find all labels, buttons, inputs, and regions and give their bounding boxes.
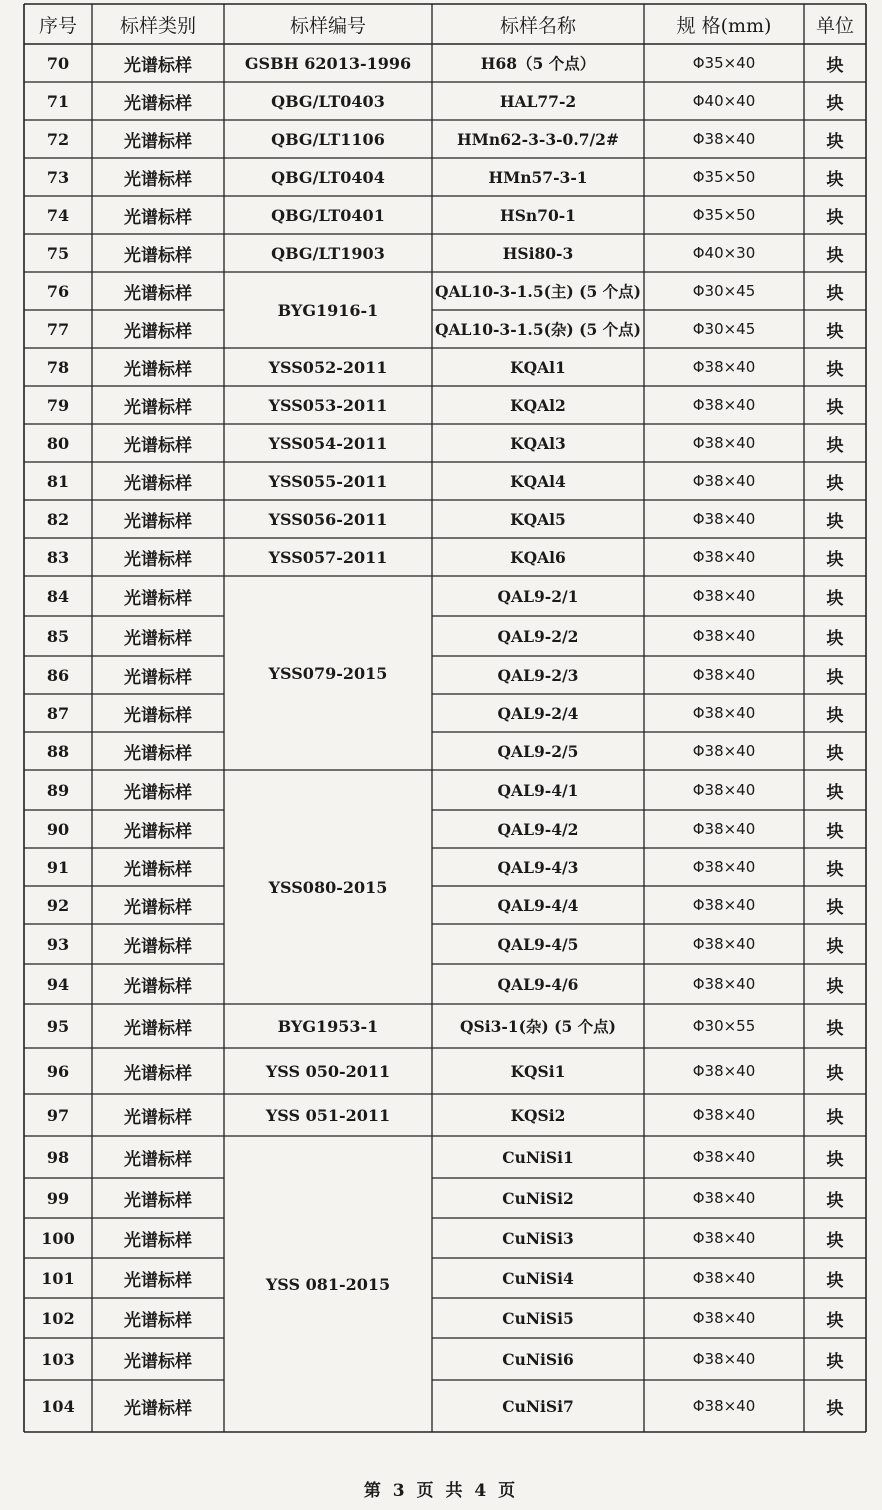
row-code: QBG/LT0401	[271, 205, 385, 225]
row-category: 光谱标样	[124, 359, 192, 380]
row-unit: 块	[826, 1190, 844, 1211]
row-number: 85	[46, 626, 70, 646]
row-category: 光谱标样	[124, 1107, 192, 1128]
header-unit: 单位	[815, 14, 854, 37]
row-number: 80	[46, 433, 70, 453]
row-category: 光谱标样	[124, 1149, 192, 1170]
row-number: 84	[46, 586, 70, 606]
row-category: 光谱标样	[124, 782, 192, 803]
row-unit: 块	[826, 897, 844, 918]
row-unit: 块	[826, 321, 844, 342]
row-category: 光谱标样	[124, 1398, 192, 1419]
row-unit: 块	[826, 976, 844, 997]
row-spec: Φ40×30	[692, 244, 756, 262]
row-name: HMn62-3-3-0.7/2#	[457, 129, 619, 149]
row-spec: Φ38×40	[692, 510, 756, 528]
merged-code: YSS 081-2015	[265, 1274, 391, 1294]
row-code: YSS056-2011	[268, 509, 388, 529]
row-category: 光谱标样	[124, 55, 192, 76]
row-spec: Φ38×40	[692, 935, 756, 953]
row-number: 91	[46, 857, 70, 877]
row-name: QAL9-2/5	[497, 741, 579, 761]
row-unit: 块	[826, 1398, 844, 1419]
row-number: 72	[46, 129, 70, 149]
row-category: 光谱标样	[124, 588, 192, 609]
row-unit: 块	[826, 207, 844, 228]
merged-code: YSS079-2015	[268, 663, 388, 683]
row-category: 光谱标样	[124, 705, 192, 726]
row-unit: 块	[826, 283, 844, 304]
row-number: 87	[46, 703, 70, 723]
row-category: 光谱标样	[124, 169, 192, 190]
row-category: 光谱标样	[124, 1230, 192, 1251]
row-number: 100	[41, 1228, 75, 1248]
row-number: 99	[46, 1188, 70, 1208]
header-code: 标样编号	[289, 14, 366, 37]
row-number: 83	[46, 547, 70, 567]
row-unit: 块	[826, 549, 844, 570]
row-name: CuNiSi5	[502, 1308, 574, 1328]
header-no: 序号	[38, 14, 77, 37]
row-spec: Φ30×55	[692, 1017, 756, 1035]
row-spec: Φ30×45	[692, 320, 756, 338]
row-spec: Φ38×40	[692, 548, 756, 566]
row-unit: 块	[826, 1107, 844, 1128]
row-spec: Φ38×40	[692, 1350, 756, 1368]
page-footer: 第 3 页 共 4 页	[363, 1480, 519, 1501]
row-category: 光谱标样	[124, 321, 192, 342]
row-name: CuNiSi3	[502, 1228, 574, 1248]
row-name: QAL9-2/2	[497, 626, 579, 646]
row-spec: Φ35×50	[692, 168, 756, 186]
row-number: 96	[46, 1061, 70, 1081]
row-spec: Φ38×40	[692, 1148, 756, 1166]
row-spec: Φ38×40	[692, 1397, 756, 1415]
row-name: HSn70-1	[500, 205, 576, 225]
row-spec: Φ38×40	[692, 434, 756, 452]
row-spec: Φ38×40	[692, 1062, 756, 1080]
row-name: QAL9-4/1	[497, 780, 579, 800]
row-name: H68（5 个点）	[480, 54, 596, 73]
row-code: YSS 051-2011	[265, 1105, 391, 1125]
row-number: 101	[41, 1268, 75, 1288]
row-spec: Φ38×40	[692, 627, 756, 645]
row-unit: 块	[826, 397, 844, 418]
row-name: CuNiSi6	[502, 1349, 574, 1369]
merged-code: YSS080-2015	[268, 877, 388, 897]
row-name: CuNiSi7	[502, 1396, 574, 1416]
row-number: 75	[46, 243, 70, 263]
row-code: YSS055-2011	[268, 471, 388, 491]
row-number: 86	[46, 665, 70, 685]
row-name: KQAl2	[510, 395, 566, 415]
row-spec: Φ38×40	[692, 666, 756, 684]
row-spec: Φ38×40	[692, 472, 756, 490]
row-spec: Φ38×40	[692, 820, 756, 838]
row-category: 光谱标样	[124, 207, 192, 228]
row-spec: Φ38×40	[692, 858, 756, 876]
row-number: 98	[46, 1147, 70, 1167]
row-spec: Φ38×40	[692, 975, 756, 993]
row-category: 光谱标样	[124, 1310, 192, 1331]
row-number: 92	[46, 895, 70, 915]
row-code: YSS057-2011	[268, 547, 388, 567]
row-name: HMn57-3-1	[488, 167, 588, 187]
row-number: 76	[46, 281, 70, 301]
row-code: QBG/LT0404	[271, 167, 385, 187]
row-category: 光谱标样	[124, 1018, 192, 1039]
row-unit: 块	[826, 1270, 844, 1291]
row-number: 90	[46, 819, 70, 839]
row-name: CuNiSi2	[502, 1188, 574, 1208]
row-code: QBG/LT1106	[271, 129, 385, 149]
row-number: 95	[46, 1016, 70, 1036]
row-category: 光谱标样	[124, 821, 192, 842]
row-name: QSi3-1(杂) (5 个点)	[460, 1017, 616, 1036]
row-number: 88	[46, 741, 70, 761]
row-code: QBG/LT0403	[271, 91, 385, 111]
row-number: 97	[46, 1105, 70, 1125]
row-name: KQAl1	[510, 357, 566, 377]
row-spec: Φ38×40	[692, 1106, 756, 1124]
row-name: QAL9-2/3	[497, 665, 579, 685]
row-number: 103	[41, 1349, 75, 1369]
row-unit: 块	[826, 435, 844, 456]
row-name: KQAl3	[510, 433, 566, 453]
row-number: 81	[46, 471, 70, 491]
row-spec: Φ38×40	[692, 896, 756, 914]
row-unit: 块	[826, 859, 844, 880]
row-code: BYG1953-1	[277, 1016, 379, 1036]
row-unit: 块	[826, 93, 844, 114]
row-category: 光谱标样	[124, 667, 192, 688]
row-code: YSS052-2011	[268, 357, 388, 377]
row-number: 73	[46, 167, 70, 187]
row-name: KQAl4	[510, 471, 566, 491]
row-unit: 块	[826, 628, 844, 649]
row-category: 光谱标样	[124, 628, 192, 649]
row-number: 93	[46, 934, 70, 954]
row-name: QAL9-4/2	[497, 819, 579, 839]
row-category: 光谱标样	[124, 1190, 192, 1211]
row-category: 光谱标样	[124, 397, 192, 418]
row-code: YSS 050-2011	[265, 1061, 391, 1081]
row-name: QAL9-4/5	[497, 934, 579, 954]
row-number: 89	[46, 780, 70, 800]
row-spec: Φ35×40	[692, 54, 756, 72]
row-name: KQSi1	[510, 1061, 566, 1081]
row-category: 光谱标样	[124, 435, 192, 456]
row-category: 光谱标样	[124, 93, 192, 114]
row-unit: 块	[826, 1018, 844, 1039]
row-name: KQAl5	[510, 509, 566, 529]
row-name: KQSi2	[510, 1105, 566, 1125]
row-unit: 块	[826, 1351, 844, 1372]
row-spec: Φ38×40	[692, 130, 756, 148]
row-number: 74	[46, 205, 70, 225]
row-name: QAL9-4/4	[497, 895, 579, 915]
row-number: 104	[41, 1396, 75, 1416]
header-name: 标样名称	[499, 14, 576, 37]
row-spec: Φ38×40	[692, 1309, 756, 1327]
row-unit: 块	[826, 667, 844, 688]
row-number: 70	[46, 53, 70, 73]
row-unit: 块	[826, 743, 844, 764]
row-spec: Φ35×50	[692, 206, 756, 224]
row-category: 光谱标样	[124, 743, 192, 764]
row-number: 77	[46, 319, 70, 339]
row-spec: Φ30×45	[692, 282, 756, 300]
row-unit: 块	[826, 55, 844, 76]
row-spec: Φ40×40	[692, 92, 756, 110]
row-category: 光谱标样	[124, 1063, 192, 1084]
row-number: 78	[46, 357, 70, 377]
row-name: QAL9-2/4	[497, 703, 579, 723]
row-name: QAL10-3-1.5(主) (5 个点)	[434, 282, 642, 301]
row-number: 82	[46, 509, 70, 529]
row-unit: 块	[826, 473, 844, 494]
row-unit: 块	[826, 511, 844, 532]
row-number: 79	[46, 395, 70, 415]
row-unit: 块	[826, 169, 844, 190]
row-name: CuNiSi4	[502, 1268, 574, 1288]
row-category: 光谱标样	[124, 473, 192, 494]
row-category: 光谱标样	[124, 936, 192, 957]
header-spec: 规 格(mm)	[676, 14, 772, 37]
row-number: 102	[41, 1308, 75, 1328]
row-category: 光谱标样	[124, 511, 192, 532]
row-unit: 块	[826, 245, 844, 266]
row-name: CuNiSi1	[502, 1147, 574, 1167]
row-unit: 块	[826, 1149, 844, 1170]
row-unit: 块	[826, 821, 844, 842]
row-category: 光谱标样	[124, 283, 192, 304]
row-category: 光谱标样	[124, 131, 192, 152]
row-spec: Φ38×40	[692, 396, 756, 414]
row-category: 光谱标样	[124, 859, 192, 880]
row-number: 71	[46, 91, 70, 111]
row-category: 光谱标样	[124, 549, 192, 570]
row-spec: Φ38×40	[692, 1269, 756, 1287]
row-category: 光谱标样	[124, 245, 192, 266]
row-code: YSS054-2011	[268, 433, 388, 453]
header-category: 标样类别	[119, 14, 196, 37]
row-name: HSi80-3	[502, 243, 574, 263]
row-spec: Φ38×40	[692, 704, 756, 722]
row-name: QAL9-4/6	[497, 974, 579, 994]
row-unit: 块	[826, 359, 844, 380]
row-spec: Φ38×40	[692, 358, 756, 376]
row-category: 光谱标样	[124, 1351, 192, 1372]
row-unit: 块	[826, 782, 844, 803]
row-unit: 块	[826, 705, 844, 726]
row-unit: 块	[826, 588, 844, 609]
row-unit: 块	[826, 936, 844, 957]
row-number: 94	[46, 974, 70, 994]
row-spec: Φ38×40	[692, 781, 756, 799]
row-name: HAL77-2	[499, 91, 577, 111]
row-unit: 块	[826, 1310, 844, 1331]
row-name: QAL9-2/1	[497, 586, 579, 606]
merged-code: BYG1916-1	[277, 300, 379, 320]
row-code: QBG/LT1903	[271, 243, 385, 263]
row-category: 光谱标样	[124, 976, 192, 997]
row-spec: Φ38×40	[692, 742, 756, 760]
row-unit: 块	[826, 131, 844, 152]
row-name: KQAl6	[510, 547, 566, 567]
row-category: 光谱标样	[124, 897, 192, 918]
row-spec: Φ38×40	[692, 1229, 756, 1247]
row-code: YSS053-2011	[268, 395, 388, 415]
row-unit: 块	[826, 1063, 844, 1084]
row-spec: Φ38×40	[692, 1189, 756, 1207]
row-category: 光谱标样	[124, 1270, 192, 1291]
row-unit: 块	[826, 1230, 844, 1251]
row-name: QAL9-4/3	[497, 857, 579, 877]
row-name: QAL10-3-1.5(杂) (5 个点)	[434, 320, 642, 339]
row-spec: Φ38×40	[692, 587, 756, 605]
row-code: GSBH 62013-1996	[244, 53, 412, 73]
